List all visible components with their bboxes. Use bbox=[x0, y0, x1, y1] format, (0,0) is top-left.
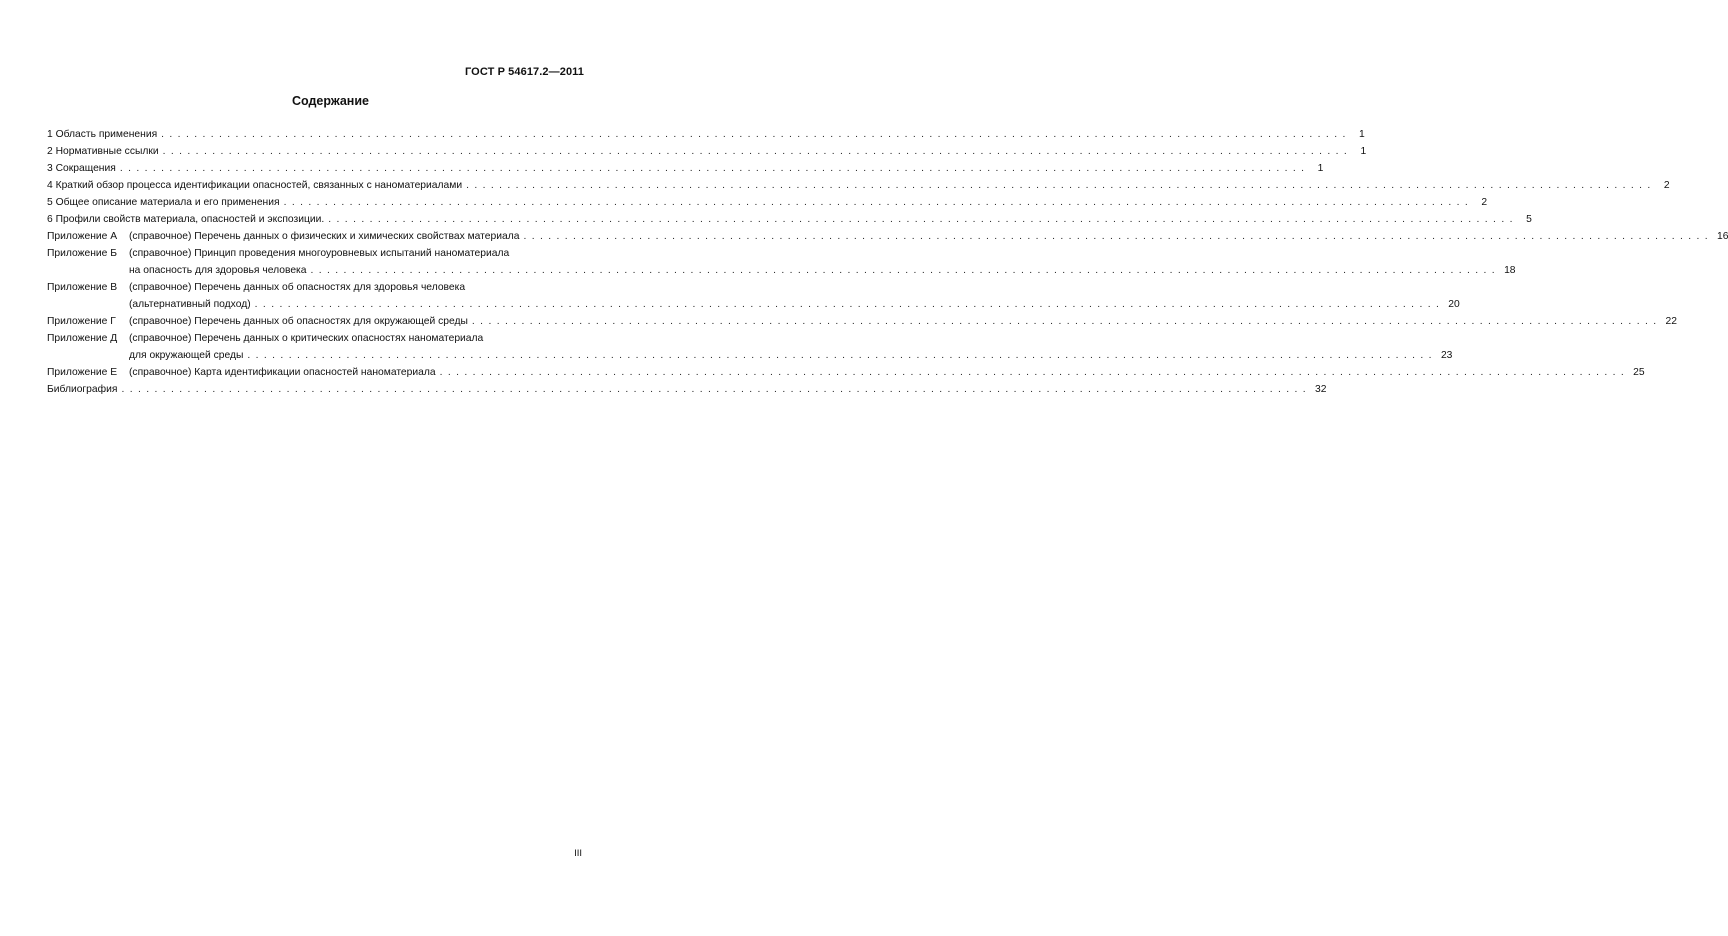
toc-entry[interactable] bbox=[47, 211, 1532, 228]
toc-entry[interactable] bbox=[47, 177, 1670, 194]
toc-entry[interactable] bbox=[47, 143, 1367, 160]
toc-entry-label: 3 Сокращения bbox=[47, 163, 116, 174]
toc-entry-page: 1 bbox=[1358, 129, 1365, 140]
toc-leader: ................................................................................................................................................ bbox=[254, 299, 1445, 310]
toc-entry-page: 25 bbox=[1633, 367, 1645, 378]
toc-title: Содержание bbox=[291, 94, 369, 108]
toc-entry-page: 18 bbox=[1504, 265, 1516, 276]
toc-appendix-d[interactable] bbox=[47, 330, 1453, 364]
appendix-title: (справочное) Карта идентификации опасностей наноматериала bbox=[129, 367, 436, 378]
appendix-title-cont: (альтернативный подход) bbox=[129, 299, 251, 310]
toc-entry-label: 5 Общее описание материала и его применения bbox=[47, 197, 280, 208]
toc-entry-page: 2 bbox=[1663, 180, 1670, 191]
toc-leader: ................................................................................................................................................ bbox=[439, 367, 1630, 378]
page-number: III bbox=[574, 848, 582, 859]
toc-leader: ................................................................................................................................................ bbox=[119, 163, 1310, 174]
toc-leader: ................................................................................................................................................ bbox=[466, 180, 1656, 191]
toc-entry-page: 23 bbox=[1440, 350, 1453, 361]
toc-entry[interactable] bbox=[47, 160, 1324, 177]
toc-entry-label: 2 Нормативные ссылки bbox=[47, 146, 159, 157]
toc-entry-page: 1 bbox=[1360, 146, 1367, 157]
toc-leader: ................................................................................................................................................ bbox=[161, 129, 1351, 140]
toc-entry-page: 32 bbox=[1315, 384, 1327, 395]
toc-appendix-e[interactable] bbox=[47, 364, 1645, 381]
appendix-title: (справочное) Принцип проведения многоуровневых испытаний наноматериала bbox=[129, 248, 510, 259]
toc-appendix-g[interactable] bbox=[47, 313, 1677, 330]
toc-bibliography[interactable] bbox=[47, 381, 1327, 398]
appendix-title-cont: на опасность для здоровья человека bbox=[129, 265, 307, 276]
toc-appendix-a[interactable] bbox=[47, 228, 1728, 245]
appendix-prefix: Приложение Д bbox=[47, 333, 118, 344]
toc-leader: ................................................................................................................................................ bbox=[310, 265, 1501, 276]
toc-leader: ................................................................................................................................................ bbox=[247, 350, 1437, 361]
toc-entry-label: Библиография bbox=[47, 384, 118, 395]
toc-entry-label: 4 Краткий обзор процесса идентификации опасностей, связанных с наноматериалами bbox=[47, 180, 463, 191]
appendix-prefix: Приложение В bbox=[47, 282, 118, 293]
toc-leader: ................................................................................................................................................ bbox=[328, 214, 1518, 225]
toc-appendix-v[interactable] bbox=[47, 279, 1460, 313]
toc-entry-page: 22 bbox=[1665, 316, 1677, 327]
toc-leader: ................................................................................................................................................ bbox=[523, 231, 1713, 242]
appendix-title-cont: для окружающей среды bbox=[129, 350, 244, 361]
toc-leader: ................................................................................................................................................ bbox=[121, 384, 1312, 395]
toc-entry-page: 1 bbox=[1317, 163, 1324, 174]
toc-entry[interactable] bbox=[47, 126, 1365, 143]
toc-entry-page: 16 bbox=[1717, 231, 1728, 242]
document-code: ГОСТ Р 54617.2—2011 bbox=[464, 66, 584, 78]
appendix-title: (справочное) Перечень данных о критических опасностях наноматериала bbox=[129, 333, 484, 344]
table-of-contents bbox=[47, 126, 1728, 398]
appendix-title: (справочное) Перечень данных о физических и химических свойствах материала bbox=[129, 231, 520, 242]
toc-entry-label: 6 Профили свойств материала, опасностей и экспозиции. bbox=[47, 214, 325, 225]
toc-entry-label: 1 Область применения bbox=[47, 129, 158, 140]
appendix-prefix: Приложение Б bbox=[47, 248, 118, 259]
appendix-prefix: Приложение Е bbox=[47, 367, 118, 378]
toc-leader: ................................................................................................................................................ bbox=[471, 316, 1662, 327]
toc-entry-page: 20 bbox=[1448, 299, 1460, 310]
toc-entry[interactable] bbox=[47, 194, 1488, 211]
toc-leader: ................................................................................................................................................ bbox=[283, 197, 1474, 208]
toc-appendix-b[interactable] bbox=[47, 245, 1516, 279]
appendix-title: (справочное) Перечень данных об опасностях для окружающей среды bbox=[129, 316, 468, 327]
appendix-prefix: Приложение Г bbox=[47, 316, 116, 327]
appendix-title: (справочное) Перечень данных об опасностях для здоровья человека bbox=[129, 282, 466, 293]
toc-leader: ................................................................................................................................................ bbox=[162, 146, 1353, 157]
appendix-prefix: Приложение А bbox=[47, 231, 118, 242]
toc-entry-page: 5 bbox=[1526, 214, 1532, 225]
toc-entry-page: 2 bbox=[1481, 197, 1488, 208]
